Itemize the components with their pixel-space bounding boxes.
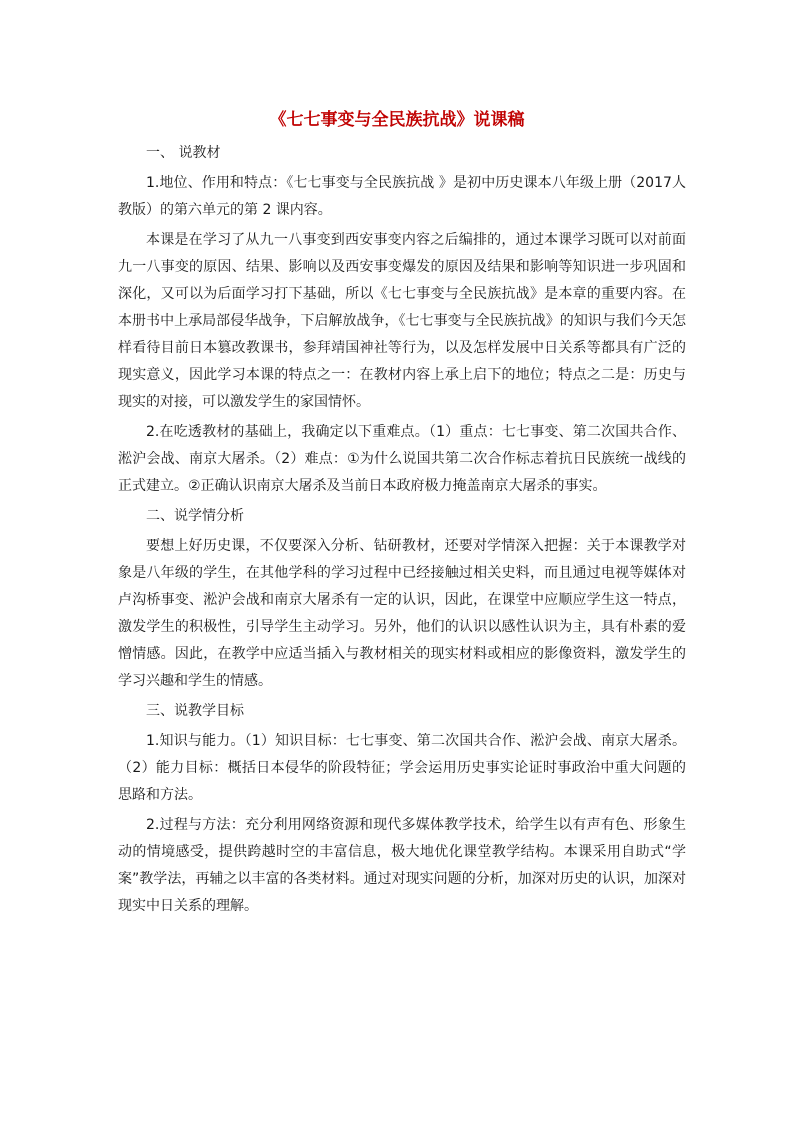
paragraph-learner-analysis: 要想上好历史课，不仅要深入分析、钻研教材，还要对学情深入把握：关于本课教学对象是八年级的学生，在其他学科的学习过程中已经接触过相关史料，而且通过电视等媒体对卢沟桥事变、淞沪会战和南京大屠杀有一定的认识，因此，在课堂中应顺应学生这一特点，激发学生的积极性，引导学生主动学习。另外，他们的认识以感性认识为主，具有朴素的爱憎情感。因此，在教学中应适当插入与教材相关的现实材料或相应的影像资料，激发学生的学习兴趣和学生的情感。 xyxy=(118,538,686,689)
document-title: 《七七事变与全民族抗战》说课稿 xyxy=(269,110,525,130)
section-heading-learners: 二、说学情分析 xyxy=(146,508,244,524)
paragraph-process-method: 2.过程与方法：充分利用网络资源和现代多媒体教学技术，给学生以有声有色、形象生动的情境感受，提供跨越时空的丰富信息，极大地优化课堂教学结构。本课采用自助式“学案”教学法，再辅之以丰富的各类材料。通过对现实问题的分析，加深对历史的认识，加深对现实中日关系的理解。 xyxy=(118,817,686,914)
paragraph-knowledge-ability: 1.知识与能力。（1）知识目标：七七事变、第二次国共合作、淞沪会战、南京大屠杀。（2）能力目标：概括日本侵华的阶段特征；学会运用历史事实论证时事政治中重大问题的思路和方法。 xyxy=(118,733,686,803)
paragraph-lesson-context: 本课是在学习了从九一八事变到西安事变内容之后编排的，通过本课学习既可以对前面九一八事变的原因、结果、影响以及西安事变爆发的原因及结果和影响等知识进一步巩固和深化，又可以为后面学习打下基础，所以《七七事变与全民族抗战》是本章的重要内容。在本册书中上承局部侵华战争，下启解放战争，《七七事变与全民族抗战》的知识与我们今天怎样看待目前日本篡改教课书，参拜靖国神社等行为，以及怎样发展中日关系等都具有广泛的现实意义，因此学习本课的特点之一：在教材内容上承上启下的地位；特点之二是：历史与现实的对接，可以激发学生的家国情怀。 xyxy=(118,232,686,410)
paragraph-position-role: 1.地位、作用和特点：《七七事变与全民族抗战 》是初中历史课本八年级上册（2017人教版）的第六单元的第 2 课内容。 xyxy=(118,175,686,218)
section-heading-objectives: 三、说教学目标 xyxy=(146,703,244,719)
section-heading-textbook: 一、 说教材 xyxy=(146,145,221,161)
paragraph-key-points: 2.在吃透教材的基础上，我确定以下重难点。（1）重点：七七事变、第二次国共合作、淞沪会战、南京大屠杀。（2）难点：①为什么说国共第二次合作标志着抗日民族统一战线的正式建立。②正确认识南京大屠杀及当前日本政府极力掩盖南京大屠杀的事实。 xyxy=(118,424,686,494)
document-body xyxy=(118,140,686,923)
